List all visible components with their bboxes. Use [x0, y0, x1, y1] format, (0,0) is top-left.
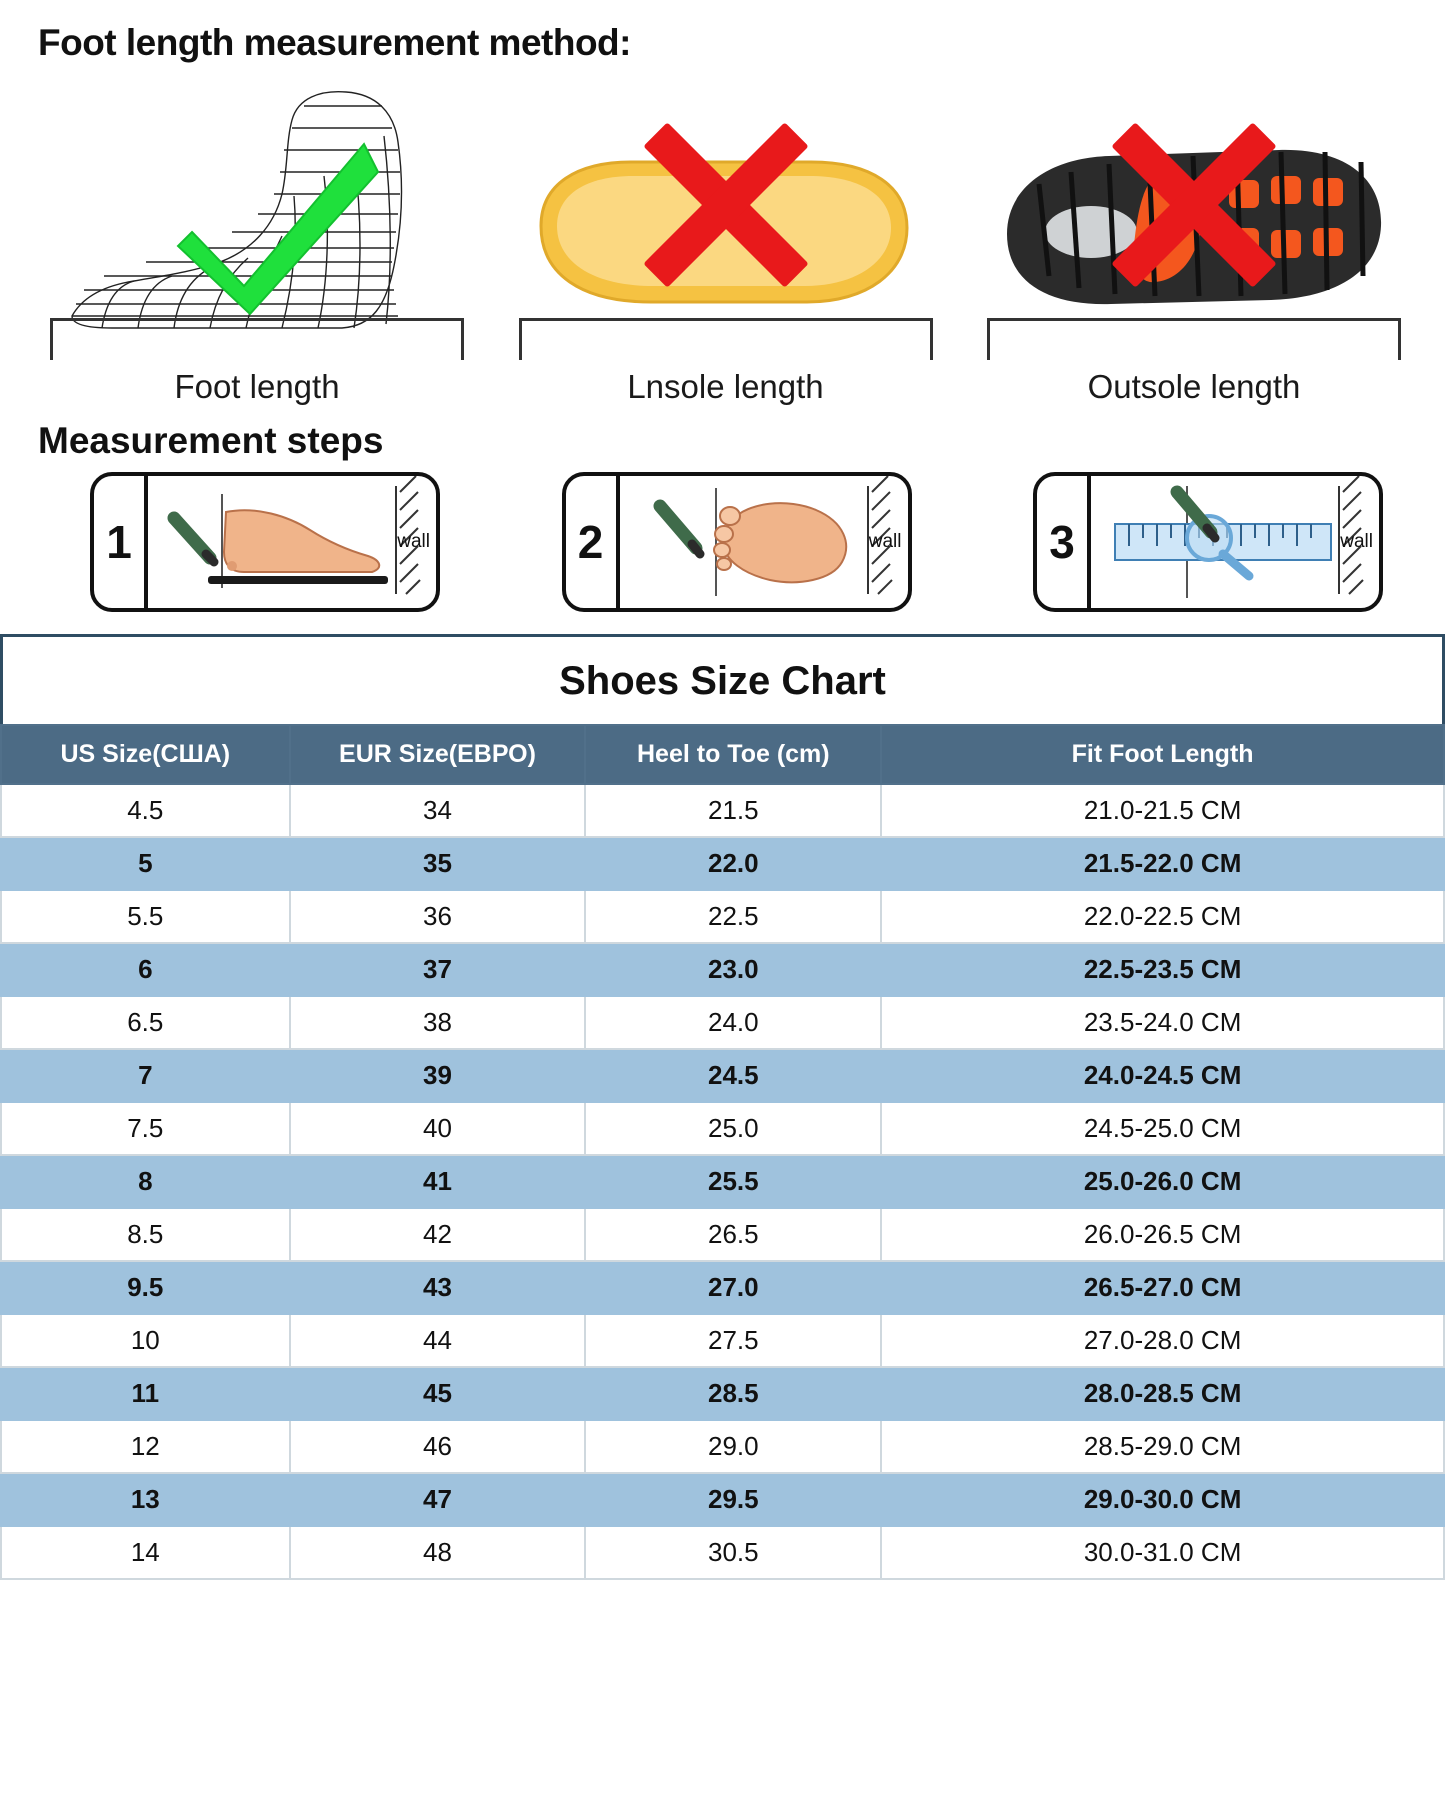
cell-fit-foot-length: 24.5-25.0 CM [881, 1102, 1444, 1155]
cell-heel-to-toe: 23.0 [585, 943, 881, 996]
cell-us-size: 6 [1, 943, 290, 996]
table-header-row [1, 725, 1444, 784]
cell-fit-foot-length: 21.0-21.5 CM [881, 784, 1444, 837]
cell-us-size: 14 [1, 1526, 290, 1579]
red-cross-icon [1094, 104, 1294, 304]
step-number: 3 [1037, 476, 1091, 608]
cell-heel-to-toe: 25.5 [585, 1155, 881, 1208]
size-chart-table [0, 724, 1445, 1580]
cell-heel-to-toe: 27.0 [585, 1261, 881, 1314]
figure-outsole-length [979, 76, 1409, 406]
ruler-measure-icon [1091, 476, 1379, 608]
cell-eur-size: 38 [290, 996, 586, 1049]
cell-heel-to-toe: 30.5 [585, 1526, 881, 1579]
cell-fit-foot-length: 28.0-28.5 CM [881, 1367, 1444, 1420]
table-row [1, 1102, 1444, 1155]
cell-fit-foot-length: 29.0-30.0 CM [881, 1473, 1444, 1526]
cell-eur-size: 41 [290, 1155, 586, 1208]
table-row [1, 943, 1444, 996]
step-number: 1 [94, 476, 148, 608]
cell-eur-size: 37 [290, 943, 586, 996]
green-check-icon [172, 136, 382, 316]
cell-fit-foot-length: 26.0-26.5 CM [881, 1208, 1444, 1261]
column-header-fit-foot-length: Fit Foot Length [881, 725, 1444, 784]
cell-heel-to-toe: 24.5 [585, 1049, 881, 1102]
cell-fit-foot-length: 28.5-29.0 CM [881, 1420, 1444, 1473]
column-header-us-size: US Size(США) [1, 725, 290, 784]
foot-side-against-wall-icon [148, 476, 436, 608]
table-row [1, 1155, 1444, 1208]
cell-us-size: 5.5 [1, 890, 290, 943]
red-cross-icon [626, 104, 826, 304]
cell-us-size: 5 [1, 837, 290, 890]
table-row [1, 1526, 1444, 1579]
figure-caption: Lnsole length [627, 368, 824, 405]
cell-heel-to-toe: 22.0 [585, 837, 881, 890]
cell-eur-size: 47 [290, 1473, 586, 1526]
cell-us-size: 10 [1, 1314, 290, 1367]
cell-eur-size: 46 [290, 1420, 586, 1473]
chart-title: Shoes Size Chart [0, 637, 1445, 724]
cell-fit-foot-length: 22.0-22.5 CM [881, 890, 1444, 943]
cell-us-size: 8.5 [1, 1208, 290, 1261]
step-card-2 [562, 472, 912, 612]
wall-label: wall [1340, 531, 1373, 552]
table-row [1, 837, 1444, 890]
table-row [1, 1314, 1444, 1367]
wall-label: wall [397, 531, 430, 552]
figure-insole-length [511, 76, 941, 406]
table-body [1, 784, 1444, 1579]
column-header-eur-size: EUR Size(ЕВРО) [290, 725, 586, 784]
cell-us-size: 7.5 [1, 1102, 290, 1155]
cell-heel-to-toe: 29.0 [585, 1420, 881, 1473]
cell-heel-to-toe: 22.5 [585, 890, 881, 943]
cell-eur-size: 42 [290, 1208, 586, 1261]
cell-fit-foot-length: 30.0-31.0 CM [881, 1526, 1444, 1579]
cell-us-size: 9.5 [1, 1261, 290, 1314]
step3-art [1091, 476, 1379, 608]
measure-bracket [519, 318, 933, 360]
steps-row [0, 466, 1445, 630]
cell-eur-size: 36 [290, 890, 586, 943]
figure-caption: Foot length [174, 368, 340, 405]
column-header-heel-to-toe: Heel to Toe (cm) [585, 725, 881, 784]
cell-us-size: 12 [1, 1420, 290, 1473]
figure-outsole-art [979, 76, 1409, 366]
figure-insole-art [511, 76, 941, 366]
cell-us-size: 6.5 [1, 996, 290, 1049]
cell-us-size: 7 [1, 1049, 290, 1102]
method-title: Foot length measurement method: [38, 22, 631, 63]
cell-us-size: 4.5 [1, 784, 290, 837]
cell-fit-foot-length: 24.0-24.5 CM [881, 1049, 1444, 1102]
cell-us-size: 8 [1, 1155, 290, 1208]
cell-heel-to-toe: 26.5 [585, 1208, 881, 1261]
cell-us-size: 11 [1, 1367, 290, 1420]
cell-fit-foot-length: 23.5-24.0 CM [881, 996, 1444, 1049]
table-row [1, 784, 1444, 837]
method-figure-row [0, 70, 1445, 406]
cell-us-size: 13 [1, 1473, 290, 1526]
cell-eur-size: 39 [290, 1049, 586, 1102]
cell-eur-size: 48 [290, 1526, 586, 1579]
step-card-3 [1033, 472, 1383, 612]
step2-art [620, 476, 908, 608]
shoes-size-chart [0, 634, 1445, 1580]
measure-bracket [987, 318, 1401, 360]
cell-eur-size: 43 [290, 1261, 586, 1314]
table-row [1, 890, 1444, 943]
foot-bottom-trace-icon [620, 476, 908, 608]
cell-eur-size: 45 [290, 1367, 586, 1420]
cell-heel-to-toe: 29.5 [585, 1473, 881, 1526]
cell-heel-to-toe: 27.5 [585, 1314, 881, 1367]
measure-bracket [50, 318, 464, 360]
cell-heel-to-toe: 21.5 [585, 784, 881, 837]
table-row [1, 1420, 1444, 1473]
cell-eur-size: 35 [290, 837, 586, 890]
cell-heel-to-toe: 25.0 [585, 1102, 881, 1155]
table-row [1, 996, 1444, 1049]
table-row [1, 1367, 1444, 1420]
cell-eur-size: 44 [290, 1314, 586, 1367]
table-row [1, 1261, 1444, 1314]
figure-foot-length-art [42, 76, 472, 366]
table-row [1, 1208, 1444, 1261]
steps-title: Measurement steps [38, 420, 384, 461]
step-card-1 [90, 472, 440, 612]
step1-art [148, 476, 436, 608]
table-row [1, 1049, 1444, 1102]
cell-eur-size: 34 [290, 784, 586, 837]
cell-fit-foot-length: 22.5-23.5 CM [881, 943, 1444, 996]
step-number: 2 [566, 476, 620, 608]
cell-fit-foot-length: 25.0-26.0 CM [881, 1155, 1444, 1208]
figure-caption: Outsole length [1087, 368, 1301, 405]
cell-fit-foot-length: 27.0-28.0 CM [881, 1314, 1444, 1367]
cell-fit-foot-length: 21.5-22.0 CM [881, 837, 1444, 890]
cell-fit-foot-length: 26.5-27.0 CM [881, 1261, 1444, 1314]
cell-eur-size: 40 [290, 1102, 586, 1155]
figure-foot-length [42, 76, 472, 406]
cell-heel-to-toe: 28.5 [585, 1367, 881, 1420]
cell-heel-to-toe: 24.0 [585, 996, 881, 1049]
table-row [1, 1473, 1444, 1526]
wall-label: wall [868, 531, 902, 552]
